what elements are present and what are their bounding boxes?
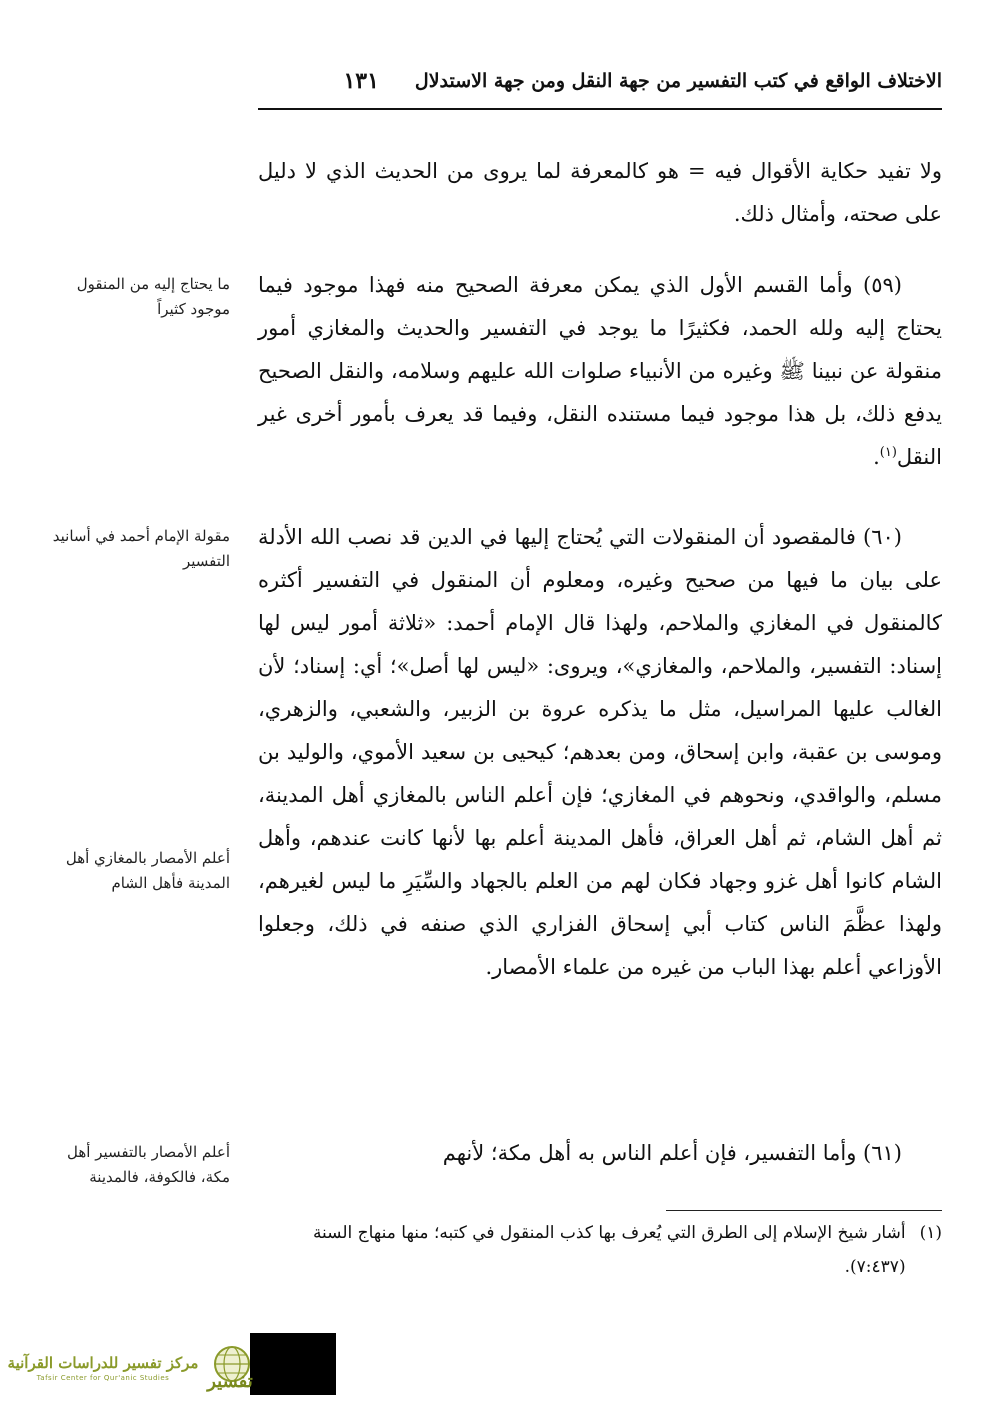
footnote xyxy=(258,1216,942,1284)
globe-icon xyxy=(202,1342,258,1394)
paragraph-61-text: (٦١) وأما التفسير، فإن أعلم الناس به أهل مكة؛ لأنهم xyxy=(442,1141,902,1165)
page-number: ١٣١ xyxy=(343,68,379,94)
paragraph-59 xyxy=(258,264,942,479)
paragraph-60-text: (٦٠) فالمقصود أن المنقولات التي يُحتاج إليها في الدين قد نصب الله الأدلة على بيان ما فيها من صحيح وغيره، ومعلوم أن المنقول في التفسير أكثره كالمنقول في المغازي والملاحم، ولهذا قال الإمام أحمد: «ثلاثة أمور ليس لها إسناد: التفسير، والملاحم، والمغازي»، ويروى: «ليس لها أصل»؛ أي: إسناد؛ لأن الغالب عليها المراسيل، مثل ما يذكره عروة بن الزبير، والشعبي، والزهري، وموسى بن عقبة، وابن إسحاق، ومن بعدهم؛ كيحيى بن سعيد الأموي، والوليد بن مسلم، والواقدي، ونحوهم في المغازي؛ فإن أعلم الناس بالمغازي أهل المدينة، ثم أهل الشام، ثم أهل العراق، فأهل المدينة أعلم بها لأنها كانت عندهم، وأهل الشام كانوا أهل غزو وجهاد فكان لهم من العلم بالجهاد والسِّيَرِ ما ليس لغيرهم، ولهذا عظَّمَ الناس كتاب أبي إسحاق الفزاري الذي صنفه في ذلك، وجعلوا الأوزاعي أعلم بهذا الباب من غيره من علماء الأمصار. xyxy=(258,525,942,979)
footnote-number: (١) xyxy=(919,1223,942,1243)
intro-text: ولا تفيد حكاية الأقوال فيه = هو كالمعرفة لما يروى من الحديث الذي لا دليل على صحته، وأمثال ذلك. xyxy=(258,159,942,226)
tafsir-center-logo xyxy=(8,1340,256,1396)
logo-text xyxy=(8,1353,198,1383)
footnote-ref[interactable]: (١) xyxy=(879,445,897,460)
paragraph-59-text: (٥٩) وأما القسم الأول الذي يمكن معرفة الصحيح منه فهذا موجود فيما يحتاج إليه ولله الحمد، فكثيرًا ما يوجد في التفسير والحديث والمغازي أمور منقولة عن نبينا ﷺ وغيره من الأنبياء صلوات الله عليهم وسلامه، والنقل الصحيح يدفع ذلك، بل هذا موجود فيما مستنده النقل، وفيما قد يعرف بأمور أخرى غير النقل xyxy=(258,273,942,469)
footnote-text: أشار شيخ الإسلام إلى الطرق التي يُعرف بها كذب المنقول في كتبه؛ منها منهاج السنة (٧:٤٣٧). xyxy=(312,1223,906,1277)
side-note-1: ما يحتاج إليه من المنقول موجود كثيراً xyxy=(76,275,230,318)
intro-paragraph xyxy=(258,150,942,236)
logo-arabic-name: مركز تفسير للدراسات القرآنية xyxy=(7,1354,199,1372)
running-title: الاختلاف الواقع في كتب التفسير من جهة النقل ومن جهة الاستدلال xyxy=(414,70,942,92)
side-note-4: أعلم الأمصار بالتفسير أهل مكة، فالكوفة، فالمدينة xyxy=(66,1143,230,1186)
logo-emblem-word: تفسير xyxy=(207,1371,253,1392)
side-note-2: مقولة الإمام أحمد في أسانيد التفسير xyxy=(52,527,230,570)
header-rule xyxy=(258,108,942,110)
page-header xyxy=(258,56,942,106)
paragraph-59-end: . xyxy=(873,445,880,469)
paragraph-61 xyxy=(258,1132,942,1175)
footnote-rule xyxy=(666,1210,942,1211)
side-note-3: أعلم الأمصار بالمغازي أهل المدينة فأهل الشام xyxy=(65,849,230,892)
paragraph-60 xyxy=(258,516,942,989)
logo-english-name: Tafsir Center for Qur'anic Studies xyxy=(36,1374,170,1382)
redaction-box xyxy=(250,1333,336,1395)
